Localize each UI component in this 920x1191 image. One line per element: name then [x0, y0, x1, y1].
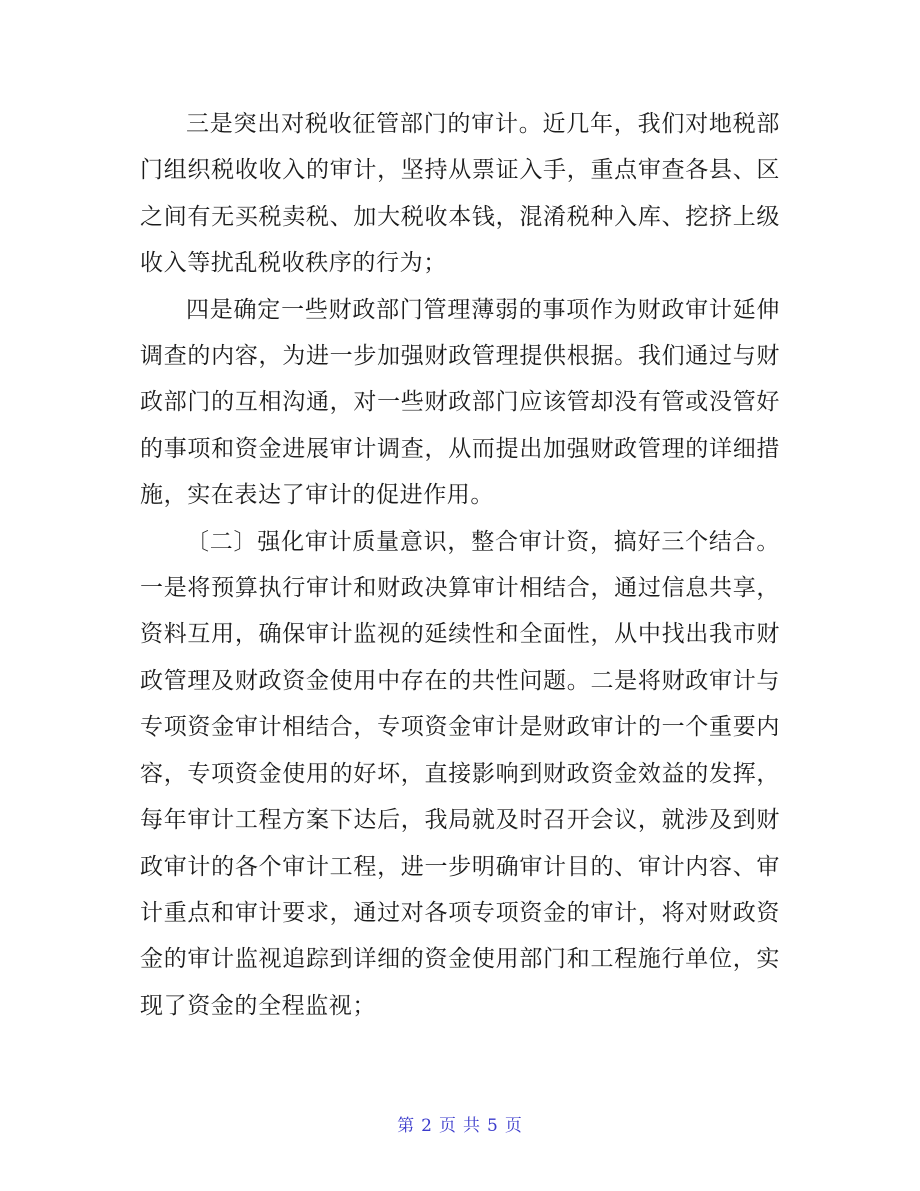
paragraph-extended-investigation: 四是确定一些财政部门管理薄弱的事项作为财政审计延伸调查的内容，为进一步加强财政管理提供根据。我们通过与财政部门的互相沟通，对一些财政部门应该管却没有管或没管好的事项和资金进展审计调查，从而提出加强财政管理的详细措施，实在表达了审计的促进作用。 [140, 296, 780, 509]
footer-total-word: 共 [463, 1116, 481, 1136]
footer-suffix: 页 [504, 1116, 523, 1136]
paragraph-tax-audit: 三是突出对税收征管部门的审计。近几年，我们对地税部门组织税收收入的审计，坚持从票证入手，重点审查各县、区之间有无买税卖税、加大税收本钱，混淆税种入库、挖挤上级收入等扰乱税收秩序的行为； [140, 111, 780, 277]
footer-prefix: 第 [397, 1116, 416, 1136]
page-footer [0, 1111, 920, 1136]
document-body [140, 101, 780, 1029]
footer-current-page: 2 [421, 1116, 433, 1136]
footer-total-pages: 5 [487, 1116, 499, 1136]
paragraph-quality-awareness: 〔二〕强化审计质量意识，整合审计资，搞好三个结合。一是将预算执行审计和财政决算审计相结合，通过信息共享，资料互用，确保审计监视的延续性和全面性，从中找出我市财政管理及财政资金使用中存在的共性问题。二是将财政审计与专项资金审计相结合，专项资金审计是财政审计的一个重要内容，专项资金使用的好坏，直接影响到财政资金效益的发挥，每年审计工程方案下达后，我局就及时召开会议，就涉及到财政审计的各个审计工程，进一步明确审计目的、审计内容、审计重点和审计要求，通过对各项专项资金的审计，将对财政资金的审计监视追踪到详细的资金使用部门和工程施行单位，实现了资金的全程监视； [140, 528, 780, 1019]
footer-page-word: 页 [439, 1116, 457, 1136]
